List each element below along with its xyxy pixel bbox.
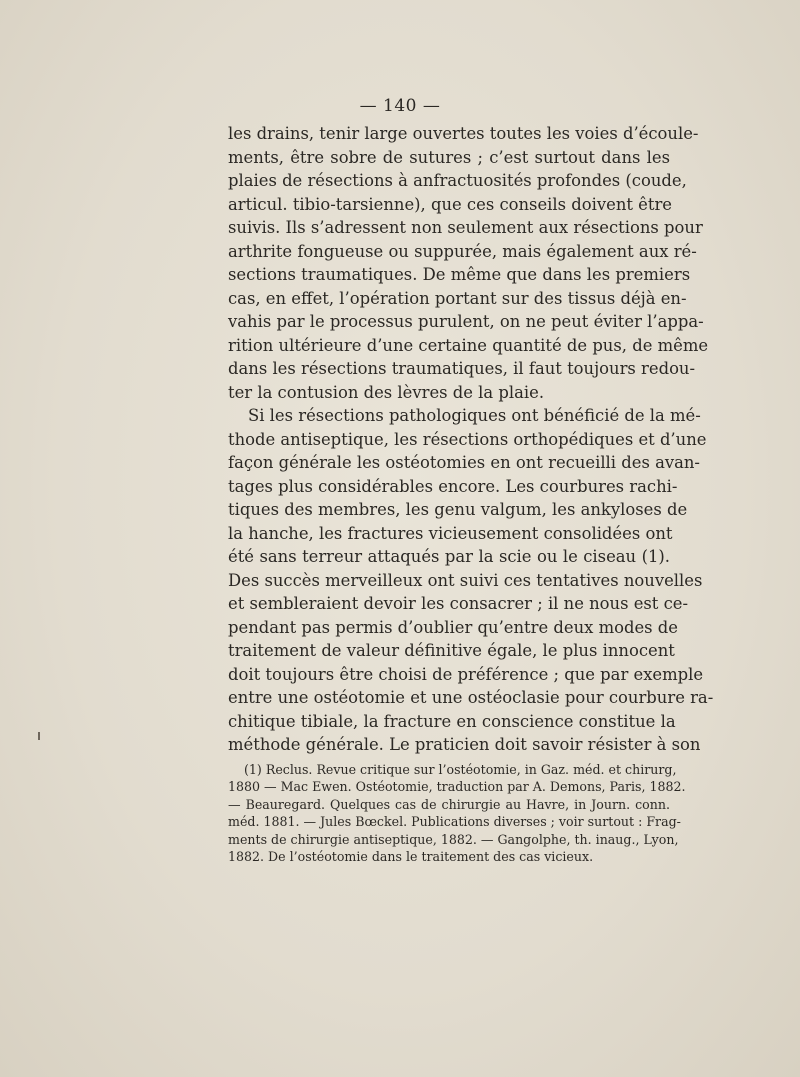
text-line: tages plus considérables encore. Les courbures rachi- xyxy=(228,476,678,496)
text-line: Si les résections pathologiques ont bénéficié de la mé- xyxy=(248,406,701,425)
text-line: Des succès merveilleux ont suivi ces tentatives nouvelles xyxy=(228,570,703,590)
text-line: traitement de valeur définitive égale, le plus innocent xyxy=(228,641,675,660)
footnote-line: 1882. De l’ostéotomie dans le traitement des cas vicieux. xyxy=(228,848,594,864)
text-line: méthode générale. Le praticien doit savoir résister à son xyxy=(228,735,701,754)
body-text xyxy=(228,122,714,757)
footnote-line: (1) Reclus. Revue critique sur l’ostéotomie, in Gaz. méd. et chirurg, xyxy=(244,762,677,777)
text-line: ter la contusion des lèvres de la plaie. xyxy=(228,382,545,402)
text-line: les drains, tenir large ouvertes toutes les voies d’écoule- xyxy=(228,124,699,143)
footnote-line: 1880 — Mac Ewen. Ostéotomie, traduction par A. Demons, Paris, 1882. xyxy=(228,779,686,795)
text-line: vahis par le processus purulent, on ne peut éviter l’appa- xyxy=(228,312,704,331)
text-line: thode antiseptique, les résections orthopédiques et d’une xyxy=(228,429,707,449)
footnote-line: méd. 1881. — Jules Bœckel. Publications diverses ; voir surtout : Frag- xyxy=(228,814,681,830)
footnote-line: — Beauregard. Quelques cas de chirurgie au Havre, in Journ. conn. xyxy=(228,796,670,812)
text-line: ments, être sobre de sutures ; c’est surtout dans les xyxy=(228,147,670,167)
text-line: été sans terreur attaqués par la scie ou le ciseau (1). xyxy=(228,547,670,566)
text-line: arthrite fongueuse ou suppurée, mais également aux ré- xyxy=(228,241,697,261)
text-line: et sembleraient devoir les consacrer ; il ne nous est ce- xyxy=(228,594,689,613)
text-line: façon générale les ostéotomies en ont recueilli des avan- xyxy=(228,453,700,472)
text-line: tiques des membres, les genu valgum, les ankyloses de xyxy=(228,500,688,519)
text-line: articul. tibio-tarsienne), que ces conseils doivent être xyxy=(228,194,672,214)
text-line: entre une ostéotomie et une ostéoclasie pour courbure ra- xyxy=(228,688,714,707)
text-line: plaies de résections à anfractuosités profondes (coude, xyxy=(228,171,687,190)
footnotes xyxy=(228,761,686,865)
text-line: suivis. Ils s’adressent non seulement aux résections pour xyxy=(228,218,703,237)
footnote-line: ments de chirurgie antiseptique, 1882. — Gangolphe, th. inaug., Lyon, xyxy=(228,831,679,847)
text-line: la hanche, les fractures vicieusement consolidées ont xyxy=(228,523,673,543)
text-line: cas, en effet, l’opération portant sur des tissus déjà en- xyxy=(228,288,687,308)
text-line: doit toujours être choisi de préférence ; que par exemple xyxy=(228,664,704,684)
text-line: sections traumatiques. De même que dans les premiers xyxy=(228,265,691,284)
text-line: chitique tibiale, la fracture en conscience constitue la xyxy=(228,711,676,731)
page-number: — 140 — xyxy=(359,96,441,116)
text-line: pendant pas permis d’oublier qu’entre deux modes de xyxy=(228,617,678,637)
margin-mark xyxy=(38,732,40,740)
text-line: rition ultérieure d’une certaine quantité de pus, de même xyxy=(228,335,709,355)
text-line: dans les résections traumatiques, il faut toujours redou- xyxy=(228,359,696,378)
